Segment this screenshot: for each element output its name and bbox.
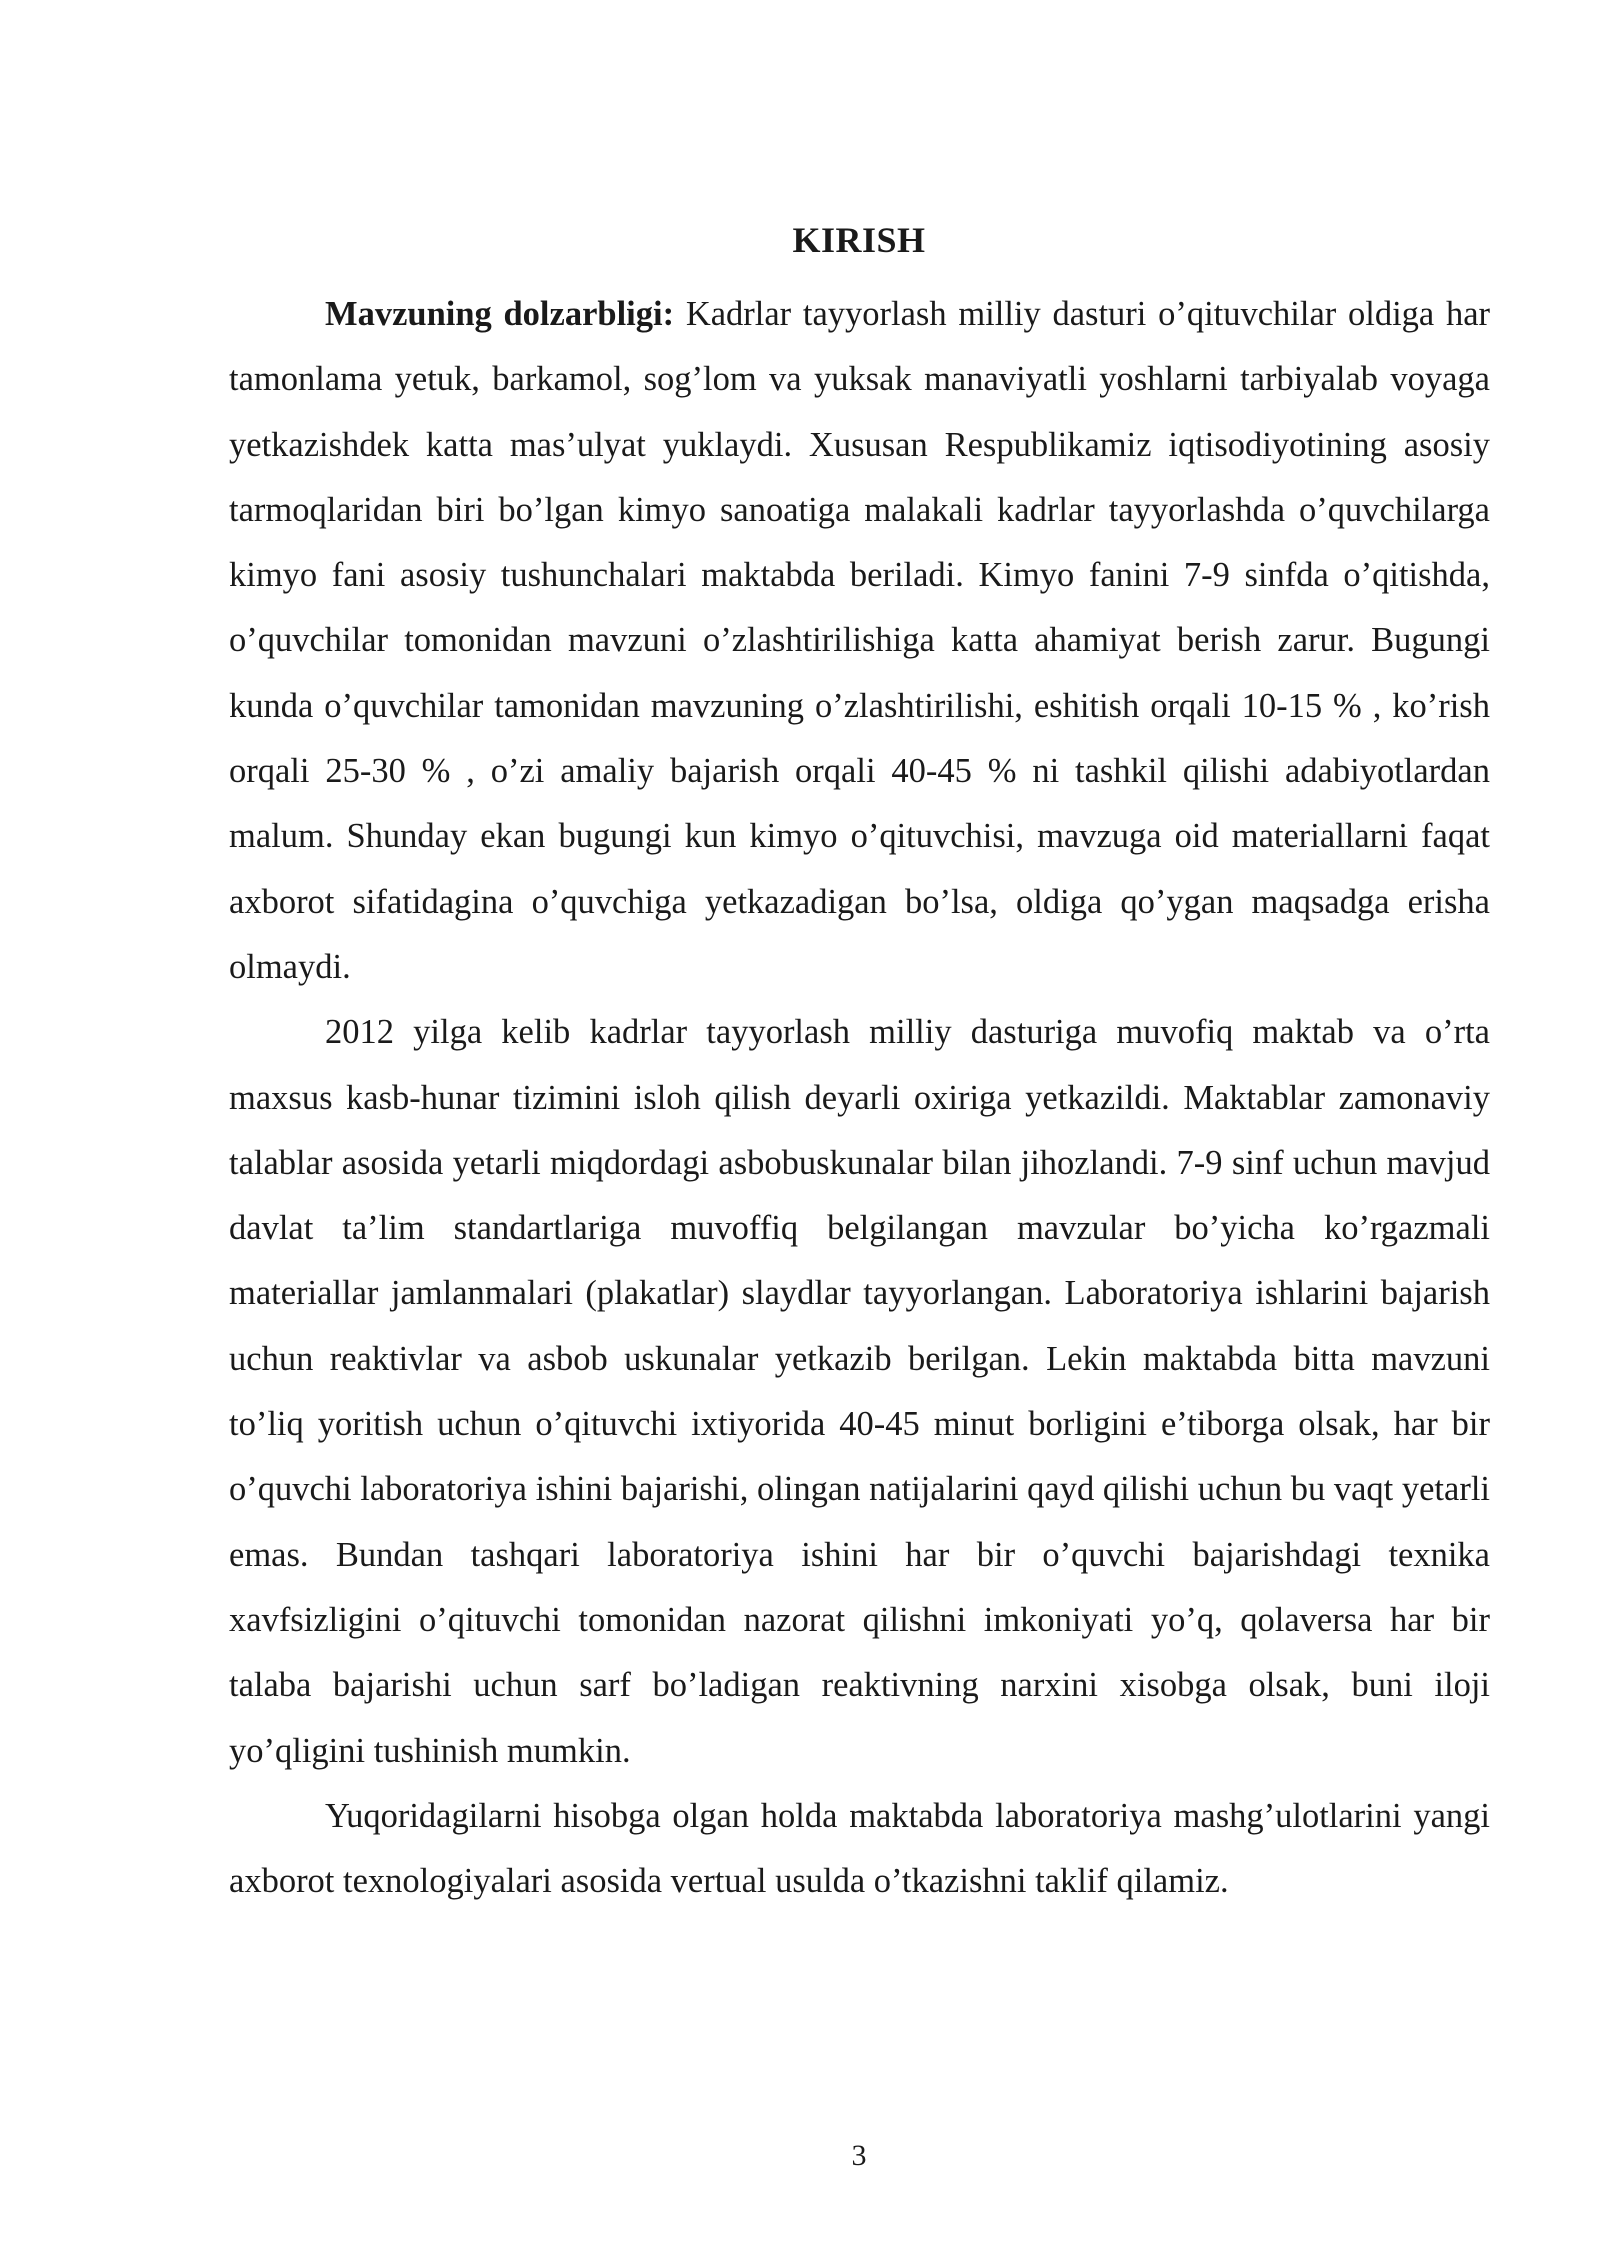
page-number: 3 <box>851 2139 867 2172</box>
paragraph-relevance <box>229 282 1490 1000</box>
paragraph-reform: 2012 yilga kelib kadrlar tayyorlash milliy dasturiga muvofiq maktab va o’rta maxsus kasb-hunar tizimini isloh qilish deyarli oxiriga yetkazildi. Maktablar zamonaviy talablar asosida yetarli miqdordagi asbobuskunalar bilan jihozlandi. 7-9 sinf uchun mavjud davlat ta’lim standartlariga muvoffiq belgilangan mavzular bo’yicha ko’rgazmali materiallar jamlanmalari (plakatlar) slaydlar tayyorlangan. Laboratoriya ishlarini bajarish uchun reaktivlar va asbob uskunalar yetkazib berilgan. Lekin maktabda bitta mavzuni to’liq yoritish uchun o’qituvchi ixtiyorida 40-45 minut borligini e’tiborga olsak, har bir o’quvchi laboratoriya ishini bajarishi, olingan natijalarini qayd qilishi uchun bu vaqt yetarli emas. Bundan tashqari laboratoriya ishini har bir o’quvchi bajarishdagi texnika xavfsizligini o’qituvchi tomonidan nazorat qilishni imkoniyati yo’q, qolaversa har bir talaba bajarishi uchun sarf bo’ladigan reaktivning narxini xisobga olsak, buni iloji yo’qligini tushinish mumkin. <box>229 1013 1490 1770</box>
paragraph-lead-label: Mavzuning dolzarbligi: <box>325 295 675 333</box>
page-title: KIRISH <box>792 220 926 260</box>
paragraph-proposal: Yuqoridagilarni hisobga olgan holda maktabda laboratoriya mashg’ulotlarini yangi axborot texnologiyalari asosida vertual usulda o’tkazishni taklif qilamiz. <box>229 1796 1490 1901</box>
body-text <box>229 282 1490 1914</box>
paragraph-text: Kadrlar tayyorlash milliy dasturi o’qituvchilar oldiga har tamonlama yetuk, barkamol, sog’lom va yuksak manaviyatli yoshlarni tarbiyalab voyaga yetkazishdek katta mas’ulyat yuklaydi. Xususan Respublikamiz iqtisodiyotining asosiy tarmoqlaridan biri bo’lgan kimyo sanoatiga malakali kadrlar tayyorlashda o’quvchilarga kimyo fani asosiy tushunchalari maktabda beriladi. Kimyo fanini 7-9 sinfda o’qitishda, o’quvchilar tomonidan mavzuni o’zlashtirilishiga katta ahamiyat berish zarur. Bugungi kunda o’quvchilar tamonidan mavzuning o’zlashtirilishi, eshitish orqali 10-15 % , ko’rish orqali 25-30 % , o’zi amaliy bajarish orqali 40-45 % ni tashkil qilishi adabiyotlardan malum. Shunday ekan bugungi kun kimyo o’qituvchisi, mavzuga oid materiallarni faqat axborot sifatidagina o’quvchiga yetkazadigan bo’lsa, oldiga qo’ygan maqsadga erisha olmaydi. <box>229 295 1491 986</box>
